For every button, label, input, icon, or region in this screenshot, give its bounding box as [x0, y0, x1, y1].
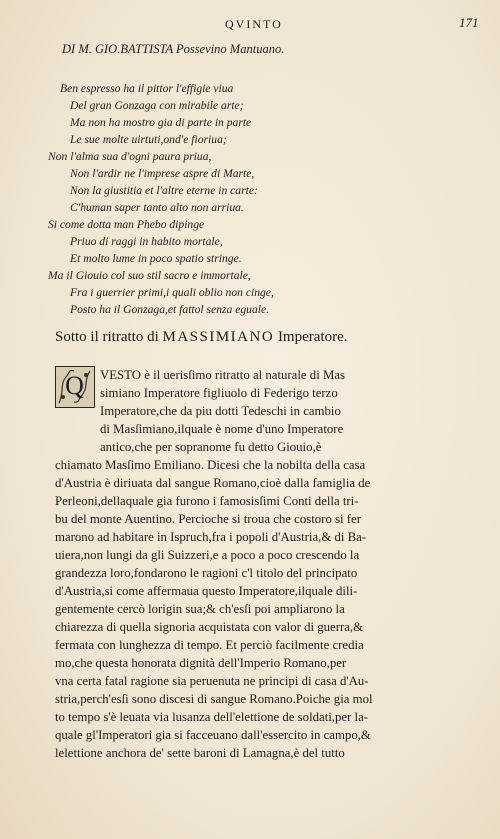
text-line: gentemente cercò lorigin sua;& ch'esſi poi ampliarono la: [55, 602, 345, 616]
drop-cap: [55, 366, 95, 408]
running-head-title: QVINTO: [225, 17, 283, 31]
text-line: lelettione anchora de' sette baroni di Lamagna,è del tutto: [55, 746, 345, 760]
text-line: d'Austria è diriuata dal sangue Romano,cioè dalla famiglia de: [55, 476, 371, 490]
section-title-name: MASSIMIANO: [162, 329, 275, 345]
text-line: d'Austria,si come affermaua questo Imperatore,ilquale dili-: [55, 584, 358, 598]
poem-line: C'human saper tanto alto non arriua.: [70, 201, 244, 214]
section-title-prefix: Sotto il ritratto di: [55, 329, 159, 345]
poem-line: Non l'alma sua d'ogni paura priua,: [48, 150, 212, 163]
text-line: marono ad habitare in Ispruch,fra i popoli d'Austria,& di Ba-: [55, 530, 367, 544]
text-line: bu del monte Auentino. Percioche si troua che costoro si fer: [55, 512, 361, 526]
poem-line: Priuo di raggi in habito mortale,: [70, 235, 223, 248]
text-line: VESTO è il uerisſimo ritratto al naturale di Mas: [100, 368, 345, 382]
section-title-suffix: Imperatore.: [277, 329, 348, 345]
poem-line: Le sue molte uirtuti,ond'e fioriua;: [70, 133, 227, 146]
text-line: Imperatore,che da piu dotti Tedeschi in cambio: [100, 404, 341, 418]
poem-line: Posto ha il Gonzaga,et fattol senza eguale.: [70, 303, 270, 316]
text-line: antico,che per sopranome fu detto Giouio,è: [100, 440, 322, 454]
poem-line: Et molto lume in poco spatio stringe.: [70, 252, 242, 265]
page-number: 171: [459, 15, 479, 30]
poem-line: Non l'ardir ne l'imprese aspre di Marte,: [70, 167, 255, 180]
text-line: chiarezza di quella signoria acquistata con valor di guerra,&: [55, 620, 364, 634]
text-line: chiamato Masſimo Emiliano. Dicesi che la nobilta della casa: [55, 458, 366, 472]
poem-line: Ma il Giouio col suo stil sacro e immortale,: [48, 269, 251, 282]
text-line: quale gl'Imperatori gia si facceuano dall'essercito in campo,&: [55, 728, 371, 742]
running-head: [0, 15, 500, 35]
text-line: di Masſimiano,ilquale è nome d'uno Imperatore: [100, 422, 344, 436]
text-line: to tempo s'è leuata via lusanza dell'elettione de soldati,per la-: [55, 710, 369, 724]
poem-line: Del gran Gonzaga con mirabile arte;: [70, 99, 244, 112]
section-title: [55, 329, 347, 346]
text-line: Perleoni,dellaquale gia furono i famosisſimi Conti della tri-: [55, 494, 359, 508]
text-line: fermata con lunghezza di tempo. Et perciò facilmente credia: [55, 638, 364, 652]
poem-line: Fra i guerrier primi,i quali oblio non cinge,: [70, 286, 274, 299]
text-line: grandezza loro,fondarono le ragioni c'l titolo del principato: [55, 566, 358, 580]
poem-heading: DI M. GIO.BATTISTA Possevino Mantuano.: [62, 42, 285, 56]
poem-line: Ma non ha mostro gia di parte in parte: [70, 116, 252, 129]
text-line: simiano Imperatore figliuolo di Federigo terzo: [100, 386, 338, 400]
text-line: mo,che questa honorata dignità dell'Imperio Romano,per: [55, 656, 347, 670]
poem-line: Non la giustitia et l'altre eterne in carte:: [70, 184, 258, 197]
text-line: stria,perch'esſi sono discesi di sangue Romano.Poiche gia mol: [55, 692, 373, 706]
poem-line: Si come dotta man Phebo dipinge: [48, 218, 205, 231]
poem-line: Ben espresso ha il pittor l'effigie viua: [60, 82, 234, 95]
text-line: uiera,non lungi da gli Suizzeri,e a poco a poco crescendo la: [55, 548, 360, 562]
text-line: vna certa fatal ragione sia peruenuta ne principi di casa d'Au-: [55, 674, 369, 688]
drop-cap-letter: Q: [65, 371, 84, 400]
ornament-icon: [56, 367, 93, 406]
